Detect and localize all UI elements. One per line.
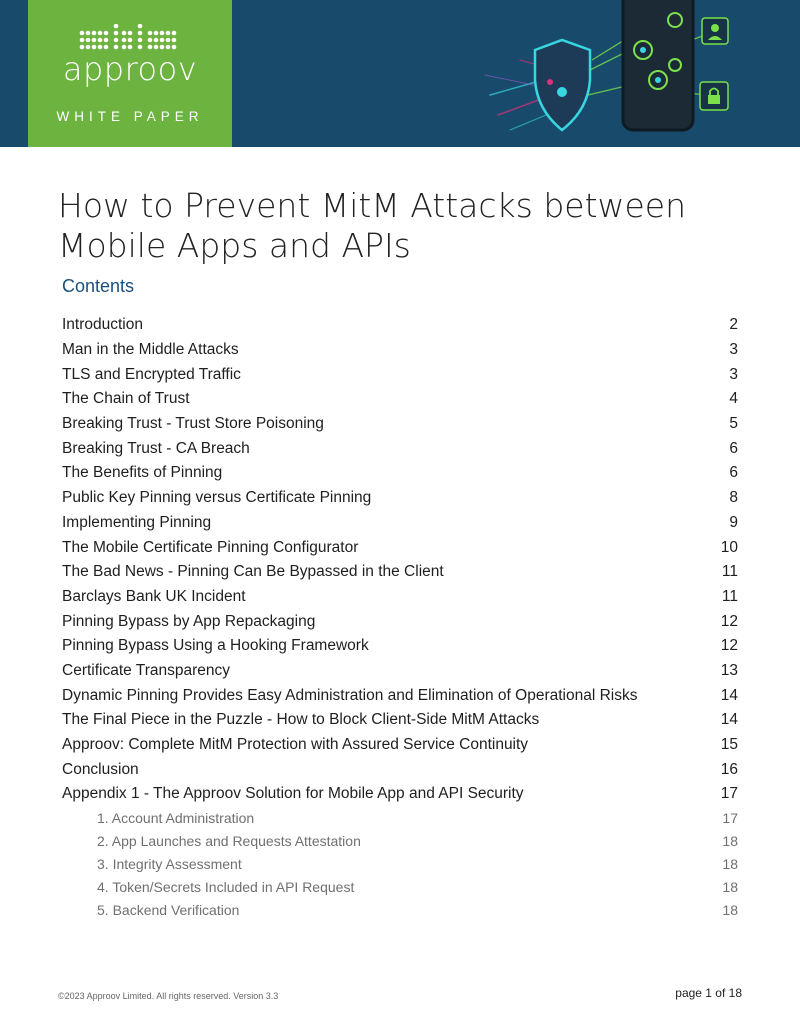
toc-entry-page: 15 xyxy=(720,736,738,754)
page-title: How to Prevent MitM Attacks between Mobile Apps and APIs xyxy=(58,186,687,265)
toc-subentry-label: 1. Account Administration xyxy=(97,809,255,826)
toc-entry[interactable] xyxy=(62,585,738,610)
toc-entry[interactable] xyxy=(62,609,738,634)
toc-entry-page: 6 xyxy=(729,464,738,482)
toc-subentry-page: 18 xyxy=(722,855,738,872)
toc-subentry[interactable] xyxy=(97,876,738,899)
toc-entry-label: Man in the Middle Attacks xyxy=(62,341,239,359)
toc-entry-page: 14 xyxy=(720,686,738,704)
toc-entry[interactable] xyxy=(62,387,738,412)
toc-subentry-label: 2. App Launches and Requests Attestation xyxy=(97,832,361,849)
brand-wordmark: approov xyxy=(62,50,198,88)
toc-entry-label: Breaking Trust - CA Breach xyxy=(62,439,250,457)
table-of-contents-subsections xyxy=(97,806,738,922)
copyright-notice: ©2023 Approov Limited. All rights reserved. Version 3.3 xyxy=(58,991,279,1001)
toc-subentry-page: 18 xyxy=(722,832,738,849)
toc-entry-page: 5 xyxy=(729,415,738,433)
toc-subentry-label: 4. Token/Secrets Included in API Request xyxy=(97,879,355,896)
toc-entry[interactable] xyxy=(62,757,738,782)
toc-entry-label: TLS and Encrypted Traffic xyxy=(62,365,241,383)
toc-entry-label: The Final Piece in the Puzzle - How to Block Client-Side MitM Attacks xyxy=(62,711,540,729)
toc-entry-page: 11 xyxy=(721,563,738,581)
toc-entry-page: 16 xyxy=(720,760,738,778)
toc-entry-page: 6 xyxy=(729,439,738,457)
toc-entry-label: Appendix 1 - The Approov Solution for Mobile App and API Security xyxy=(62,785,524,803)
toc-subentry-page: 18 xyxy=(722,879,738,896)
toc-subentry[interactable] xyxy=(97,806,738,829)
toc-entry[interactable] xyxy=(62,634,738,659)
toc-entry-label: Public Key Pinning versus Certificate Pinning xyxy=(62,489,372,507)
toc-entry-label: Pinning Bypass by App Repackaging xyxy=(62,612,316,630)
toc-entry[interactable] xyxy=(62,683,738,708)
contents-heading: Contents xyxy=(62,276,135,296)
toc-entry[interactable] xyxy=(62,461,738,486)
toc-entry[interactable] xyxy=(62,659,738,684)
toc-subentry[interactable] xyxy=(97,829,738,852)
toc-subentry-label: 5. Backend Verification xyxy=(97,902,240,919)
toc-entry-page: 4 xyxy=(729,390,738,408)
page-number: page 1 of 18 xyxy=(675,986,742,1000)
toc-entry-page: 9 xyxy=(729,513,738,531)
toc-entry[interactable] xyxy=(62,338,738,363)
toc-entry[interactable] xyxy=(62,511,738,536)
toc-entry-label: The Bad News - Pinning Can Be Bypassed in the Client xyxy=(62,563,444,581)
toc-entry-label: Pinning Bypass Using a Hooking Framework xyxy=(62,637,369,655)
toc-entry-label: Breaking Trust - Trust Store Poisoning xyxy=(62,415,324,433)
toc-entry-page: 3 xyxy=(729,341,738,359)
toc-subentry-label: 3. Integrity Assessment xyxy=(97,855,242,872)
document-type-label: WHITE PAPER xyxy=(56,109,204,124)
table-of-contents xyxy=(62,313,738,807)
toc-entry-page: 14 xyxy=(720,711,738,729)
toc-entry-page: 2 xyxy=(729,316,738,334)
toc-entry-page: 10 xyxy=(720,538,738,556)
toc-entry-page: 12 xyxy=(720,612,738,630)
approov-logo-dots-icon xyxy=(78,24,182,50)
toc-entry-label: Conclusion xyxy=(62,760,139,778)
toc-entry-page: 8 xyxy=(729,489,738,507)
toc-entry-label: Barclays Bank UK Incident xyxy=(62,587,246,605)
toc-entry-label: Dynamic Pinning Provides Easy Administration and Elimination of Operational Risks xyxy=(62,686,638,704)
toc-subentry[interactable] xyxy=(97,852,738,875)
toc-subentry-page: 17 xyxy=(722,809,738,826)
shield-phone-illustration-icon xyxy=(480,0,800,147)
toc-entry-label: Introduction xyxy=(62,316,143,334)
toc-entry-page: 13 xyxy=(720,661,738,679)
toc-entry-label: Certificate Transparency xyxy=(62,661,230,679)
toc-entry-label: The Benefits of Pinning xyxy=(62,464,223,482)
toc-entry[interactable] xyxy=(62,782,738,807)
toc-entry[interactable] xyxy=(62,412,738,437)
toc-entry-label: The Chain of Trust xyxy=(62,390,190,408)
toc-entry[interactable] xyxy=(62,535,738,560)
toc-entry-label: The Mobile Certificate Pinning Configurator xyxy=(62,538,359,556)
toc-subentry-page: 18 xyxy=(722,902,738,919)
toc-entry-label: Approov: Complete MitM Protection with Assured Service Continuity xyxy=(62,736,529,754)
toc-entry[interactable] xyxy=(62,708,738,733)
toc-entry[interactable] xyxy=(62,486,738,511)
toc-entry[interactable] xyxy=(62,362,738,387)
toc-entry[interactable] xyxy=(62,436,738,461)
toc-entry-label: Implementing Pinning xyxy=(62,513,212,531)
header-banner xyxy=(0,0,800,147)
toc-entry[interactable] xyxy=(62,313,738,338)
brand-box xyxy=(28,0,232,147)
toc-entry-page: 17 xyxy=(720,785,738,803)
toc-entry-page: 3 xyxy=(729,365,738,383)
toc-entry-page: 12 xyxy=(720,637,738,655)
toc-subentry[interactable] xyxy=(97,899,738,922)
toc-entry[interactable] xyxy=(62,733,738,758)
toc-entry[interactable] xyxy=(62,560,738,585)
toc-entry-page: 11 xyxy=(721,587,738,605)
